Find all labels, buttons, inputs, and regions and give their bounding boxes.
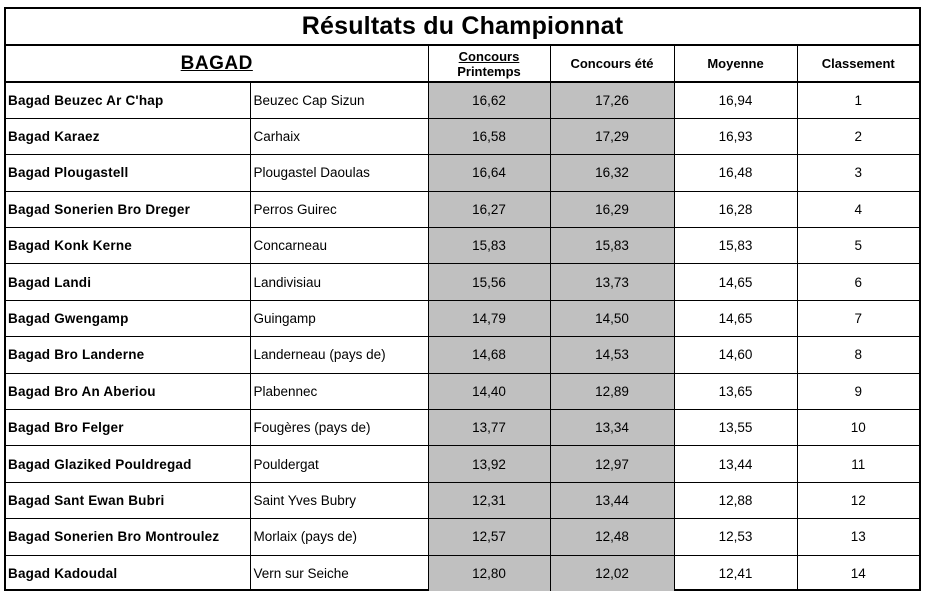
summer-score: 14,53 xyxy=(550,337,674,373)
rank-value: 5 xyxy=(797,228,919,264)
rank-value: 11 xyxy=(797,446,919,482)
average-score: 15,83 xyxy=(674,228,797,264)
header-spring-line1: Concours xyxy=(458,48,520,64)
summer-score: 17,29 xyxy=(550,118,674,154)
bagad-name: Bagad Sonerien Bro Dreger xyxy=(6,191,250,227)
average-score: 16,93 xyxy=(674,118,797,154)
spring-score: 12,80 xyxy=(428,555,550,591)
rank-value: 12 xyxy=(797,482,919,518)
average-score: 13,65 xyxy=(674,373,797,409)
header-bagad: BAGAD xyxy=(6,46,428,82)
bagad-town: Fougères (pays de) xyxy=(250,410,428,446)
bagad-name: Bagad Plougastell xyxy=(6,155,250,191)
bagad-name: Bagad Sonerien Bro Montroulez xyxy=(6,519,250,555)
table-row xyxy=(6,191,919,227)
spring-score: 16,62 xyxy=(428,82,550,118)
summer-score: 13,34 xyxy=(550,410,674,446)
spring-score: 16,58 xyxy=(428,118,550,154)
bagad-town: Landivisiau xyxy=(250,264,428,300)
table-row xyxy=(6,482,919,518)
summer-score: 17,26 xyxy=(550,82,674,118)
spring-score: 15,83 xyxy=(428,228,550,264)
table-row xyxy=(6,82,919,118)
table-row xyxy=(6,300,919,336)
bagad-town: Perros Guirec xyxy=(250,191,428,227)
spring-score: 12,31 xyxy=(428,482,550,518)
rank-value: 6 xyxy=(797,264,919,300)
rank-value: 9 xyxy=(797,373,919,409)
header-average: Moyenne xyxy=(674,46,797,82)
rank-value: 13 xyxy=(797,519,919,555)
bagad-name: Bagad Sant Ewan Bubri xyxy=(6,482,250,518)
table-row xyxy=(6,519,919,555)
bagad-town: Guingamp xyxy=(250,300,428,336)
rank-value: 7 xyxy=(797,300,919,336)
summer-score: 12,89 xyxy=(550,373,674,409)
bagad-town: Pouldergat xyxy=(250,446,428,482)
results-table xyxy=(6,46,919,591)
bagad-name: Bagad Bro Felger xyxy=(6,410,250,446)
bagad-name: Bagad Konk Kerne xyxy=(6,228,250,264)
summer-score: 16,29 xyxy=(550,191,674,227)
table-row xyxy=(6,446,919,482)
bagad-town: Concarneau xyxy=(250,228,428,264)
bagad-town: Beuzec Cap Sizun xyxy=(250,82,428,118)
rank-value: 10 xyxy=(797,410,919,446)
header-summer: Concours été xyxy=(550,46,674,82)
spring-score: 14,68 xyxy=(428,337,550,373)
results-sheet xyxy=(4,7,921,591)
summer-score: 16,32 xyxy=(550,155,674,191)
header-rank: Classement xyxy=(797,46,919,82)
bagad-town: Morlaix (pays de) xyxy=(250,519,428,555)
results-body xyxy=(6,82,919,591)
average-score: 14,65 xyxy=(674,300,797,336)
spring-score: 16,27 xyxy=(428,191,550,227)
summer-score: 14,50 xyxy=(550,300,674,336)
average-score: 12,41 xyxy=(674,555,797,591)
table-row xyxy=(6,228,919,264)
bagad-town: Plabennec xyxy=(250,373,428,409)
spring-score: 16,64 xyxy=(428,155,550,191)
bagad-name: Bagad Landi xyxy=(6,264,250,300)
bagad-name: Bagad Glaziked Pouldregad xyxy=(6,446,250,482)
bagad-name: Bagad Bro Landerne xyxy=(6,337,250,373)
average-score: 13,44 xyxy=(674,446,797,482)
bagad-town: Vern sur Seiche xyxy=(250,555,428,591)
average-score: 16,28 xyxy=(674,191,797,227)
summer-score: 12,97 xyxy=(550,446,674,482)
summer-score: 13,44 xyxy=(550,482,674,518)
header-spring xyxy=(428,46,550,82)
table-row xyxy=(6,337,919,373)
bagad-name: Bagad Kadoudal xyxy=(6,555,250,591)
average-score: 16,48 xyxy=(674,155,797,191)
rank-value: 14 xyxy=(797,555,919,591)
header-row xyxy=(6,46,919,82)
average-score: 14,60 xyxy=(674,337,797,373)
table-row xyxy=(6,155,919,191)
page-title: Résultats du Championnat xyxy=(301,12,624,40)
spring-score: 13,92 xyxy=(428,446,550,482)
average-score: 13,55 xyxy=(674,410,797,446)
average-score: 12,53 xyxy=(674,519,797,555)
summer-score: 12,48 xyxy=(550,519,674,555)
summer-score: 12,02 xyxy=(550,555,674,591)
average-score: 16,94 xyxy=(674,82,797,118)
spring-score: 14,79 xyxy=(428,300,550,336)
table-row xyxy=(6,555,919,591)
spring-score: 15,56 xyxy=(428,264,550,300)
rank-value: 1 xyxy=(797,82,919,118)
rank-value: 4 xyxy=(797,191,919,227)
bagad-name: Bagad Bro An Aberiou xyxy=(6,373,250,409)
header-spring-line2: Printemps xyxy=(457,63,521,79)
rank-value: 8 xyxy=(797,337,919,373)
title-row xyxy=(6,9,919,46)
spring-score: 12,57 xyxy=(428,519,550,555)
rank-value: 3 xyxy=(797,155,919,191)
bagad-town: Saint Yves Bubry xyxy=(250,482,428,518)
bagad-name: Bagad Beuzec Ar C'hap xyxy=(8,92,164,108)
spring-score: 13,77 xyxy=(428,410,550,446)
rank-value: 2 xyxy=(797,118,919,154)
summer-score: 15,83 xyxy=(550,228,674,264)
summer-score: 13,73 xyxy=(550,264,674,300)
bagad-name: Bagad Gwengamp xyxy=(6,300,250,336)
average-score: 14,65 xyxy=(674,264,797,300)
table-row xyxy=(6,118,919,154)
average-score: 12,88 xyxy=(674,482,797,518)
table-row xyxy=(6,373,919,409)
bagad-town: Carhaix xyxy=(250,118,428,154)
bagad-town: Plougastel Daoulas xyxy=(250,155,428,191)
spring-score: 14,40 xyxy=(428,373,550,409)
table-row xyxy=(6,410,919,446)
bagad-name: Bagad Karaez xyxy=(6,118,250,154)
table-row xyxy=(6,264,919,300)
bagad-town: Landerneau (pays de) xyxy=(250,337,428,373)
